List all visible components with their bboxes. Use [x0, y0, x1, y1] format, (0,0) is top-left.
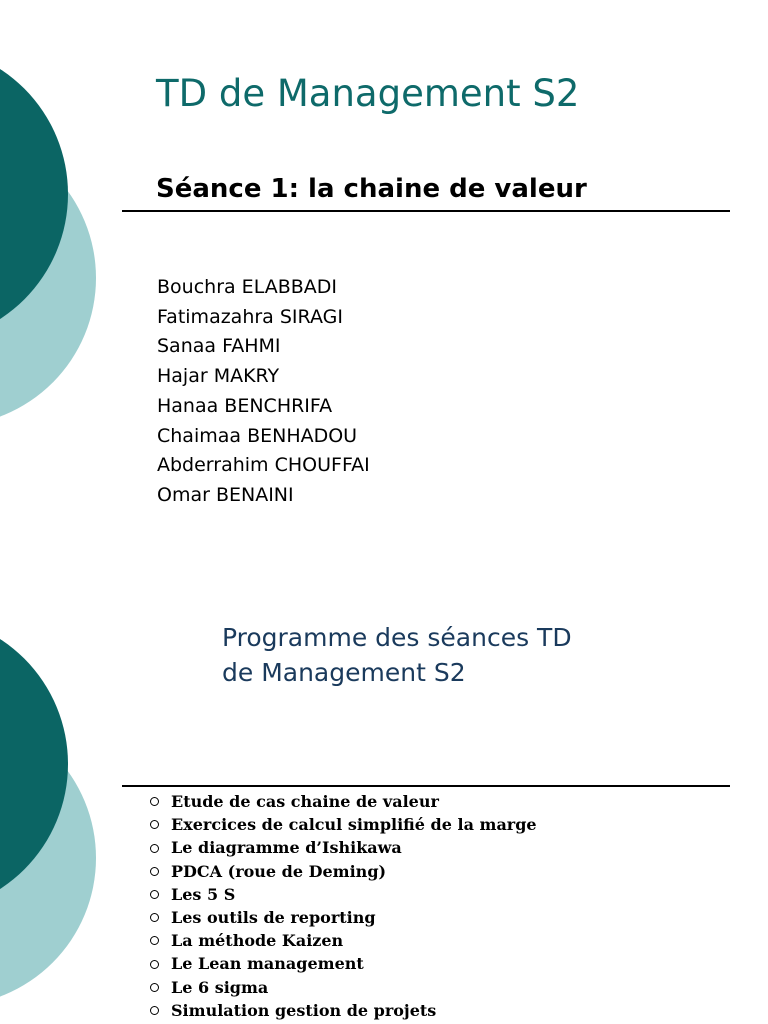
program-title-line: Programme des séances TD — [222, 623, 572, 652]
list-item: Le 6 sigma — [150, 976, 537, 999]
slide-title: TD de Management S2 — [156, 72, 580, 115]
bullet-circle-icon — [150, 913, 159, 922]
author-item: Omar BENAINI — [157, 483, 294, 506]
slide-subtitle: Séance 1: la chaine de valeur — [156, 174, 587, 204]
bullet-circle-icon — [150, 1006, 159, 1015]
list-item: Etude de cas chaine de valeur — [150, 790, 537, 813]
author-list — [157, 273, 370, 511]
list-item: Le Lean management — [150, 952, 537, 975]
list-item: Le diagramme d’Ishikawa — [150, 836, 537, 859]
list-item: PDCA (roue de Deming) — [150, 860, 537, 883]
bullet-circle-icon — [150, 890, 159, 899]
slide-2 — [0, 600, 768, 1024]
bullet-circle-icon — [150, 983, 159, 992]
bullet-circle-icon — [150, 936, 159, 945]
program-title — [222, 620, 572, 690]
bullet-circle-icon — [150, 797, 159, 806]
list-item: La méthode Kaizen — [150, 929, 537, 952]
author-item: Abderrahim CHOUFFAI — [157, 454, 370, 477]
author-item: Bouchra ELABBADI — [157, 276, 338, 298]
bullet-circle-icon — [150, 820, 159, 829]
author-item: Sanaa FAHMI — [157, 335, 281, 358]
bullet-circle-icon — [150, 960, 159, 969]
bullet-circle-icon — [150, 844, 159, 853]
author-item: Chaimaa BENHADOU — [157, 424, 358, 447]
author-item: Fatimazahra SIRAGI — [157, 305, 343, 328]
program-list — [150, 790, 537, 1022]
list-item: Les 5 S — [150, 883, 537, 906]
list-item: Exercices de calcul simplifié de la marge — [150, 813, 537, 836]
divider — [122, 210, 730, 212]
bullet-circle-icon — [150, 867, 159, 876]
program-title-line: de Management S2 — [222, 658, 466, 687]
divider — [122, 785, 730, 787]
list-item: Les outils de reporting — [150, 906, 537, 929]
author-item: Hanaa BENCHRIFA — [157, 394, 333, 417]
author-item: Hajar MAKRY — [157, 365, 280, 388]
list-item: Simulation gestion de projets — [150, 999, 537, 1022]
